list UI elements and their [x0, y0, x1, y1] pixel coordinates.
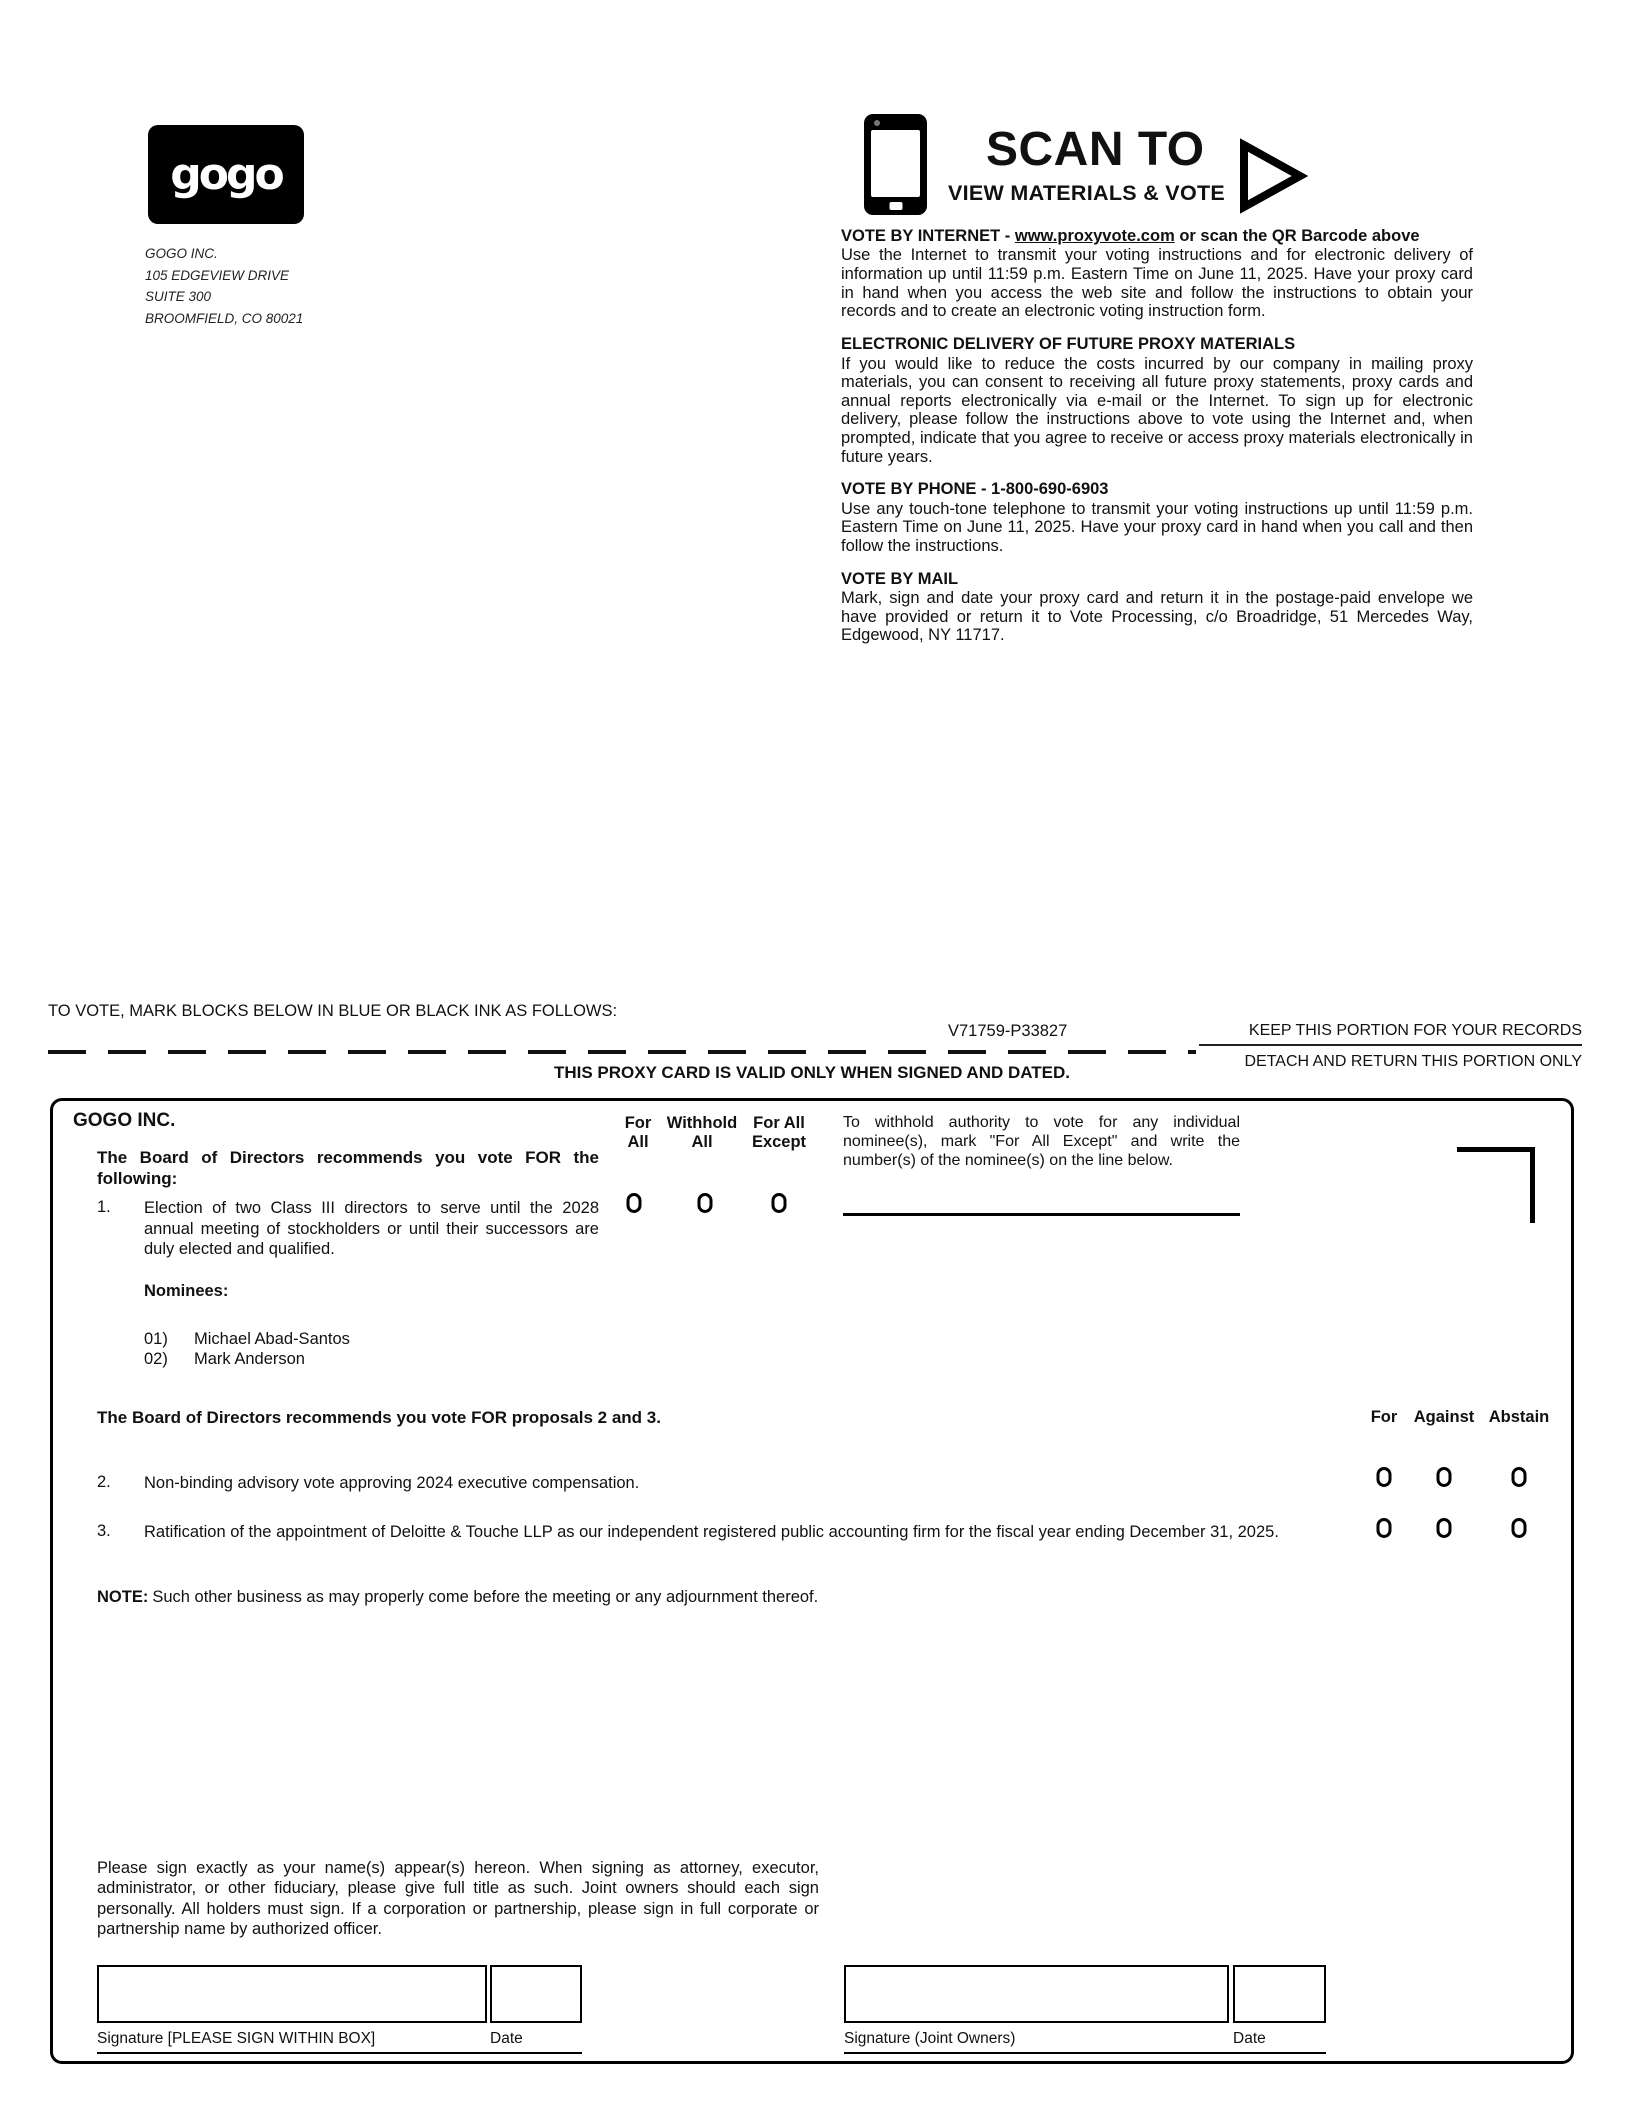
- proposal-1-number: 1.: [97, 1198, 111, 1216]
- date-label-2: Date: [1233, 2030, 1266, 2047]
- signature-label-1: Signature [PLEASE SIGN WITHIN BOX]: [97, 2030, 376, 2047]
- ballot-company-name: GOGO INC.: [73, 1110, 176, 1131]
- recommendation-2: The Board of Directors recommends you vote FOR proposals 2 and 3.: [97, 1408, 661, 1427]
- proxyvote-link[interactable]: www.proxyvote.com: [1014, 227, 1175, 245]
- checkbox-p2-against[interactable]: [1437, 1467, 1452, 1487]
- proposal-3-text: Ratification of the appointment of Deloitte & Touche LLP as our independent registered public accounting firm for the fiscal year ending December 31, 2025.: [144, 1523, 1279, 1541]
- date-box-1[interactable]: [490, 1965, 582, 2023]
- vote-by-phone-section: [841, 480, 1473, 555]
- nominee-number: 01): [144, 1330, 168, 1348]
- phone-screen: [871, 130, 920, 197]
- nominee-name: Michael Abad-Santos: [194, 1330, 350, 1348]
- checkbox-p3-for[interactable]: [1377, 1518, 1392, 1538]
- smartphone-icon: [864, 114, 927, 215]
- company-address-line: GOGO INC.: [145, 246, 218, 261]
- nominees-label: Nominees:: [144, 1282, 229, 1300]
- signature-box-1[interactable]: [97, 1965, 487, 2023]
- detach-return-note: DETACH AND RETURN THIS PORTION ONLY: [1244, 1053, 1582, 1070]
- scan-to-subtitle: VIEW MATERIALS & VOTE: [948, 181, 1226, 205]
- electronic-delivery-heading: ELECTRONIC DELIVERY OF FUTURE PROXY MATERIALS: [841, 335, 1296, 354]
- gogo-logo: [148, 125, 304, 224]
- recommendation-1: The Board of Directors recommends you vote FOR the following:: [97, 1148, 599, 1189]
- perforation-dashes: [48, 1050, 1196, 1054]
- gogo-logo-text: gogo: [170, 149, 282, 200]
- nominee-exception-write-in-line[interactable]: [843, 1213, 1240, 1216]
- column-header-against: Against: [1413, 1408, 1475, 1426]
- ballot-card: [50, 1098, 1574, 2064]
- checkbox-p1-for-all-except[interactable]: [772, 1193, 787, 1213]
- vote-by-internet-body: Use the Internet to transmit your voting instructions and for electronic delivery of information up until 11:59 p.m. Eastern Time on June 11, 2025. Have your proxy card in hand when you access the web site and follow the instructions to obtain your records and to create an electronic voting instruction form.: [841, 246, 1473, 321]
- nominee-name: Mark Anderson: [194, 1350, 305, 1368]
- proposal-2-text: Non-binding advisory vote approving 2024 executive compensation.: [144, 1474, 640, 1492]
- vote-by-internet-heading-pre: VOTE BY INTERNET -: [841, 227, 1015, 245]
- company-address-line: 105 EDGEVIEW DRIVE: [145, 267, 290, 283]
- column-header-line: For All: [753, 1114, 805, 1132]
- vote-by-internet-heading-post: or scan the QR Barcode above: [1174, 227, 1420, 245]
- checkbox-p2-for[interactable]: [1377, 1467, 1392, 1487]
- proposal-2-number: 2.: [97, 1473, 111, 1491]
- column-header-line: All: [627, 1132, 649, 1151]
- signature-label-2: Signature (Joint Owners): [844, 2030, 1016, 2047]
- column-header-line: All: [691, 1132, 713, 1151]
- nominee-number: 02): [144, 1350, 168, 1368]
- vote-by-internet-section: [841, 227, 1473, 321]
- signature-rule-1: [97, 2052, 582, 2054]
- signature-rule-2: [844, 2052, 1326, 2054]
- note-label: NOTE:: [97, 1588, 149, 1606]
- note-line: [97, 1588, 1297, 1607]
- electronic-delivery-body: If you would like to reduce the costs incurred by our company in mailing proxy materials, you can consent to receiving all future proxy statements, proxy cards and annual reports electronically via e-mail or the Internet. To sign up for electronic delivery, please follow the instructions above to vote using the Internet and, when prompted, indicate that you agree to receive or access proxy materials electronically in future years.: [841, 354, 1473, 466]
- checkbox-p2-abstain[interactable]: [1512, 1467, 1527, 1487]
- signing-instructions: Please sign exactly as your name(s) appear(s) hereon. When signing as attorney, executor, administrator, or other fiduciary, please give full title as such. Joint owners should each sign personally. All holders must sign. If a corporation or partnership, please sign in full corporate or partnership name by authorized officer.: [97, 1859, 819, 1939]
- checkbox-p1-withhold-all[interactable]: [698, 1193, 713, 1213]
- vote-by-mail-heading: VOTE BY MAIL: [841, 569, 959, 588]
- column-header-withhold-all: [667, 1114, 737, 1152]
- company-address-line: BROOMFIELD, CO 80021: [145, 310, 304, 326]
- column-header-abstain: Abstain: [1488, 1408, 1550, 1426]
- voting-instructions: [841, 227, 1473, 659]
- vote-by-phone-body: Use any touch-tone telephone to transmit your voting instructions up until 11:59 p.m. Eastern Time on June 11, 2025. Have your proxy card in hand when you call and then follow the instructions.: [841, 499, 1473, 556]
- company-address-line: SUITE 300: [145, 289, 212, 305]
- scan-to-title: SCAN TO: [986, 123, 1205, 176]
- withhold-instruction: To withhold authority to vote for any individual nominee(s), mark "For All Except" and write the number(s) of the nominee(s) on the line below.: [843, 1114, 1240, 1169]
- registration-corner-mark: [1457, 1147, 1535, 1223]
- column-header-for: For: [1370, 1408, 1398, 1426]
- signature-box-2[interactable]: [844, 1965, 1229, 2023]
- column-header-for-all: [625, 1114, 652, 1152]
- note-text: Such other business as may properly come before the meeting or any adjournment thereof.: [152, 1588, 819, 1606]
- column-header-for-all-except: [752, 1114, 806, 1152]
- right-arrow-icon: [1238, 138, 1310, 214]
- proposal-1-text: Election of two Class III directors to serve until the 2028 annual meeting of stockholders or until their successors are duly elected and qualified.: [144, 1199, 599, 1259]
- checkbox-p3-abstain[interactable]: [1512, 1518, 1527, 1538]
- vote-by-mail-section: [841, 570, 1473, 645]
- keep-portion-note: KEEP THIS PORTION FOR YOUR RECORDS: [1199, 1022, 1582, 1046]
- company-address: [145, 243, 303, 329]
- date-label-1: Date: [490, 2030, 523, 2047]
- mark-blocks-instruction: TO VOTE, MARK BLOCKS BELOW IN BLUE OR BLACK INK AS FOLLOWS:: [48, 1002, 618, 1020]
- vote-by-internet-heading: [841, 227, 1473, 246]
- phone-home-button: [889, 202, 902, 210]
- vote-by-mail-body: Mark, sign and date your proxy card and return it in the postage-paid envelope we have provided or return it to Vote Processing, c/o Broadridge, 51 Mercedes Way, Edgewood, NY 11717.: [841, 589, 1473, 645]
- date-box-2[interactable]: [1233, 1965, 1326, 2023]
- checkbox-p3-against[interactable]: [1437, 1518, 1452, 1538]
- valid-when-signed-note: THIS PROXY CARD IS VALID ONLY WHEN SIGNED AND DATED.: [553, 1063, 1071, 1082]
- control-number: V71759-P33827: [948, 1022, 1068, 1040]
- vote-by-phone-heading: VOTE BY PHONE - 1-800-690-6903: [841, 480, 1109, 499]
- column-header-line: For: [624, 1114, 652, 1132]
- phone-camera-dot: [874, 120, 880, 126]
- electronic-delivery-section: [841, 335, 1473, 466]
- column-header-line: Withhold: [666, 1114, 738, 1132]
- column-header-line: Except: [751, 1132, 807, 1151]
- checkbox-p1-for-all[interactable]: [627, 1193, 642, 1213]
- proposal-3-number: 3.: [97, 1522, 111, 1540]
